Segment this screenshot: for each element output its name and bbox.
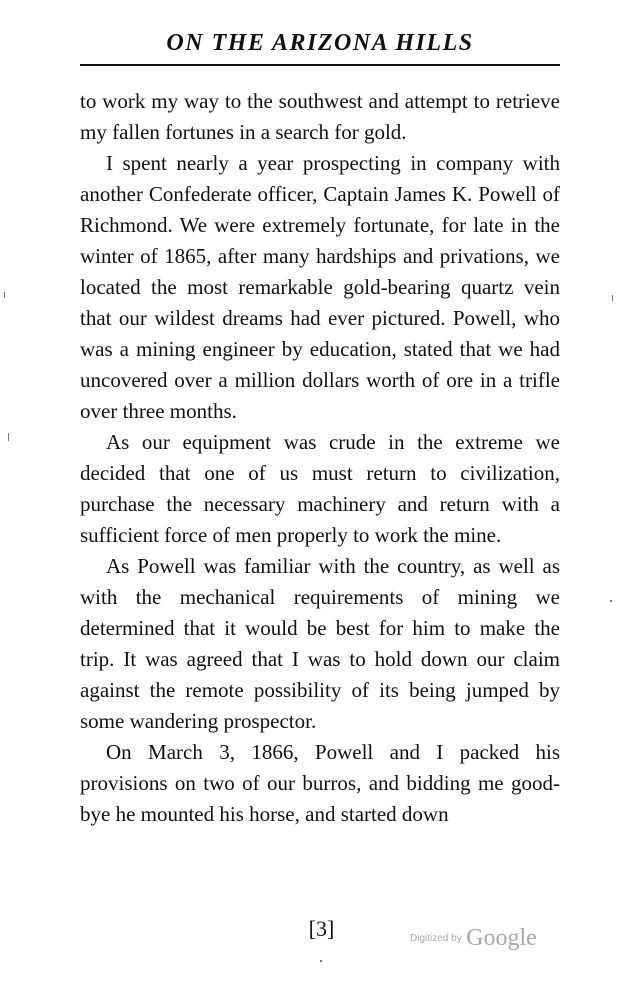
scan-speck [4,292,5,298]
header-rule [80,64,560,66]
scan-speck [320,960,322,962]
paragraph-1: to work my way to the southwest and attempt to retrieve my fallen fortunes in a search for gold. [80,89,560,144]
watermark-prefix: Digitized by [410,933,462,944]
page-number: [3] [308,916,335,941]
paragraph-5: On March 3, 1866, Powell and I packed his provisions on two of our burros, and bidding me good-bye he mounted his horse, and started down [80,740,560,826]
scan-speck [8,433,9,441]
scan-speck [612,295,613,301]
paragraph-4: As Powell was familiar with the country, as well as with the mechanical requirements of mining we determined that it would be best for him to make the trip. It was agreed that I was to hold down our claim against the remote possibility of its being jumped by some wandering prospector. [80,554,560,733]
scan-speck [610,600,612,602]
running-head: ON THE ARIZONA HILLS [166,30,474,56]
watermark-brand: Google [466,925,537,951]
body-text [80,86,560,830]
digitization-watermark [410,925,537,952]
paragraph-2: I spent nearly a year prospecting in company with another Confederate officer, Captain James K. Powell of Richmond. We were extremely fortunate, for late in the winter of 1865, after many hardships and privations, we located the most remarkable gold-bearing quartz vein that our wildest dreams had ever pictured. Powell, who was a mining engineer by education, stated that we had uncovered over a million dollars worth of ore in a trifle over three months. [80,151,560,423]
paragraph-3: As our equipment was crude in the extreme we decided that one of us must return to civilization, purchase the necessary machinery and return with a sufficient force of men properly to work the mine. [80,430,560,547]
